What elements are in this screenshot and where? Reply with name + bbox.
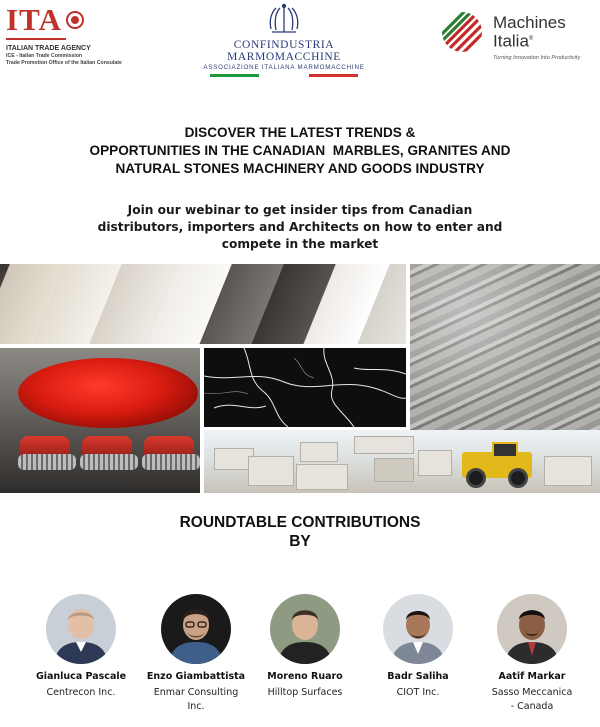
speaker-company xyxy=(477,686,587,714)
confindustria-eagle-icon xyxy=(266,2,302,36)
subheadline-line-2: distributors, importers and Architects on how to enter and xyxy=(97,220,503,234)
speaker-name: Aatif Markar xyxy=(498,671,566,682)
subheadline-line-1: Join our webinar to get insider tips from Canadian xyxy=(127,203,473,217)
ita-commission: ICE - Italian Trade Commission xyxy=(6,53,83,59)
ita-divider xyxy=(6,38,66,40)
speaker-card xyxy=(26,594,136,700)
ita-agency-name: ITALIAN TRADE AGENCY xyxy=(6,45,91,52)
subheadline xyxy=(60,202,540,253)
speaker-company: Hilltop Surfaces xyxy=(267,687,343,698)
speaker-avatar xyxy=(383,594,453,664)
confindustria-name: CONFINDUSTRIA MARMOMACCHINE xyxy=(227,39,341,63)
speaker-company: CIOT Inc. xyxy=(396,687,440,698)
speaker-avatar xyxy=(270,594,340,664)
roundtable-title xyxy=(100,513,500,551)
speaker-company-line-1: Sasso Meccanica xyxy=(491,687,573,698)
speaker-list xyxy=(0,594,600,727)
headline-line-3: NATURAL STONES MACHINERY AND GOODS INDUSTRY xyxy=(115,161,485,176)
ita-office: Trade Promotion Office of the Italian Consulate xyxy=(6,60,122,66)
machines-italia-tagline: Turning Innovation Into Productivity xyxy=(493,55,581,61)
italian-flag-bar xyxy=(210,74,358,77)
speaker-name: Moreno Ruaro xyxy=(267,671,343,682)
ita-swirl-icon xyxy=(66,11,84,29)
speaker-card xyxy=(363,594,473,700)
cutting-machine-photo xyxy=(0,348,200,493)
roundtable-title-line-2: BY xyxy=(289,533,311,550)
ita-logo xyxy=(6,4,146,67)
machines-italia-name-italia: Italia xyxy=(493,31,529,51)
machines-italia-logo xyxy=(440,10,600,70)
headline xyxy=(30,124,570,178)
speaker-card xyxy=(477,594,587,714)
machines-italia-name-line2 xyxy=(493,31,566,50)
machines-italia-name-line1: Machines xyxy=(493,13,566,32)
speaker-avatar xyxy=(161,594,231,664)
headline-line-2: OPPORTUNITIES IN THE CANADIAN MARBLES, GRANITES AND xyxy=(89,143,511,158)
speaker-avatar xyxy=(497,594,567,664)
speaker-avatar xyxy=(46,594,116,664)
speaker-card xyxy=(250,594,360,700)
marble-veins xyxy=(204,348,406,427)
stone-slabs-photo xyxy=(0,264,406,344)
machines-italia-globe-icon xyxy=(440,10,484,54)
confindustria-logo xyxy=(178,2,390,77)
speaker-card xyxy=(141,594,251,714)
speaker-name: Enzo Giambattista xyxy=(146,671,246,682)
speaker-name: Badr Saliha xyxy=(387,671,449,682)
logo-bar xyxy=(0,0,600,80)
ita-wordmark: ITA xyxy=(6,2,62,37)
machines-italia-name xyxy=(493,14,566,50)
granite-texture-photo xyxy=(410,264,600,430)
speaker-company-line-1: Enmar Consulting xyxy=(153,687,239,698)
photo-collage xyxy=(0,264,600,493)
roundtable-title-line-1: ROUNDTABLE CONTRIBUTIONS xyxy=(179,514,421,531)
speaker-company: Centrecon Inc. xyxy=(46,687,116,698)
speaker-name: Gianluca Pascale xyxy=(35,671,127,682)
confindustria-subtitle: ASSOCIAZIONE ITALIANA MARMOMACCHINE xyxy=(203,64,365,71)
registered-mark: ® xyxy=(528,36,534,42)
speaker-company-line-2: Inc. xyxy=(187,701,205,712)
speaker-company xyxy=(141,686,251,714)
black-marble-photo xyxy=(204,348,406,427)
speaker-company-line-2: - Canada xyxy=(510,701,554,712)
headline-line-1: DISCOVER THE LATEST TRENDS & xyxy=(184,125,416,140)
marble-quarry-photo xyxy=(204,430,600,493)
subheadline-line-3: compete in the market xyxy=(221,237,379,251)
ita-logo-mark xyxy=(6,4,146,35)
